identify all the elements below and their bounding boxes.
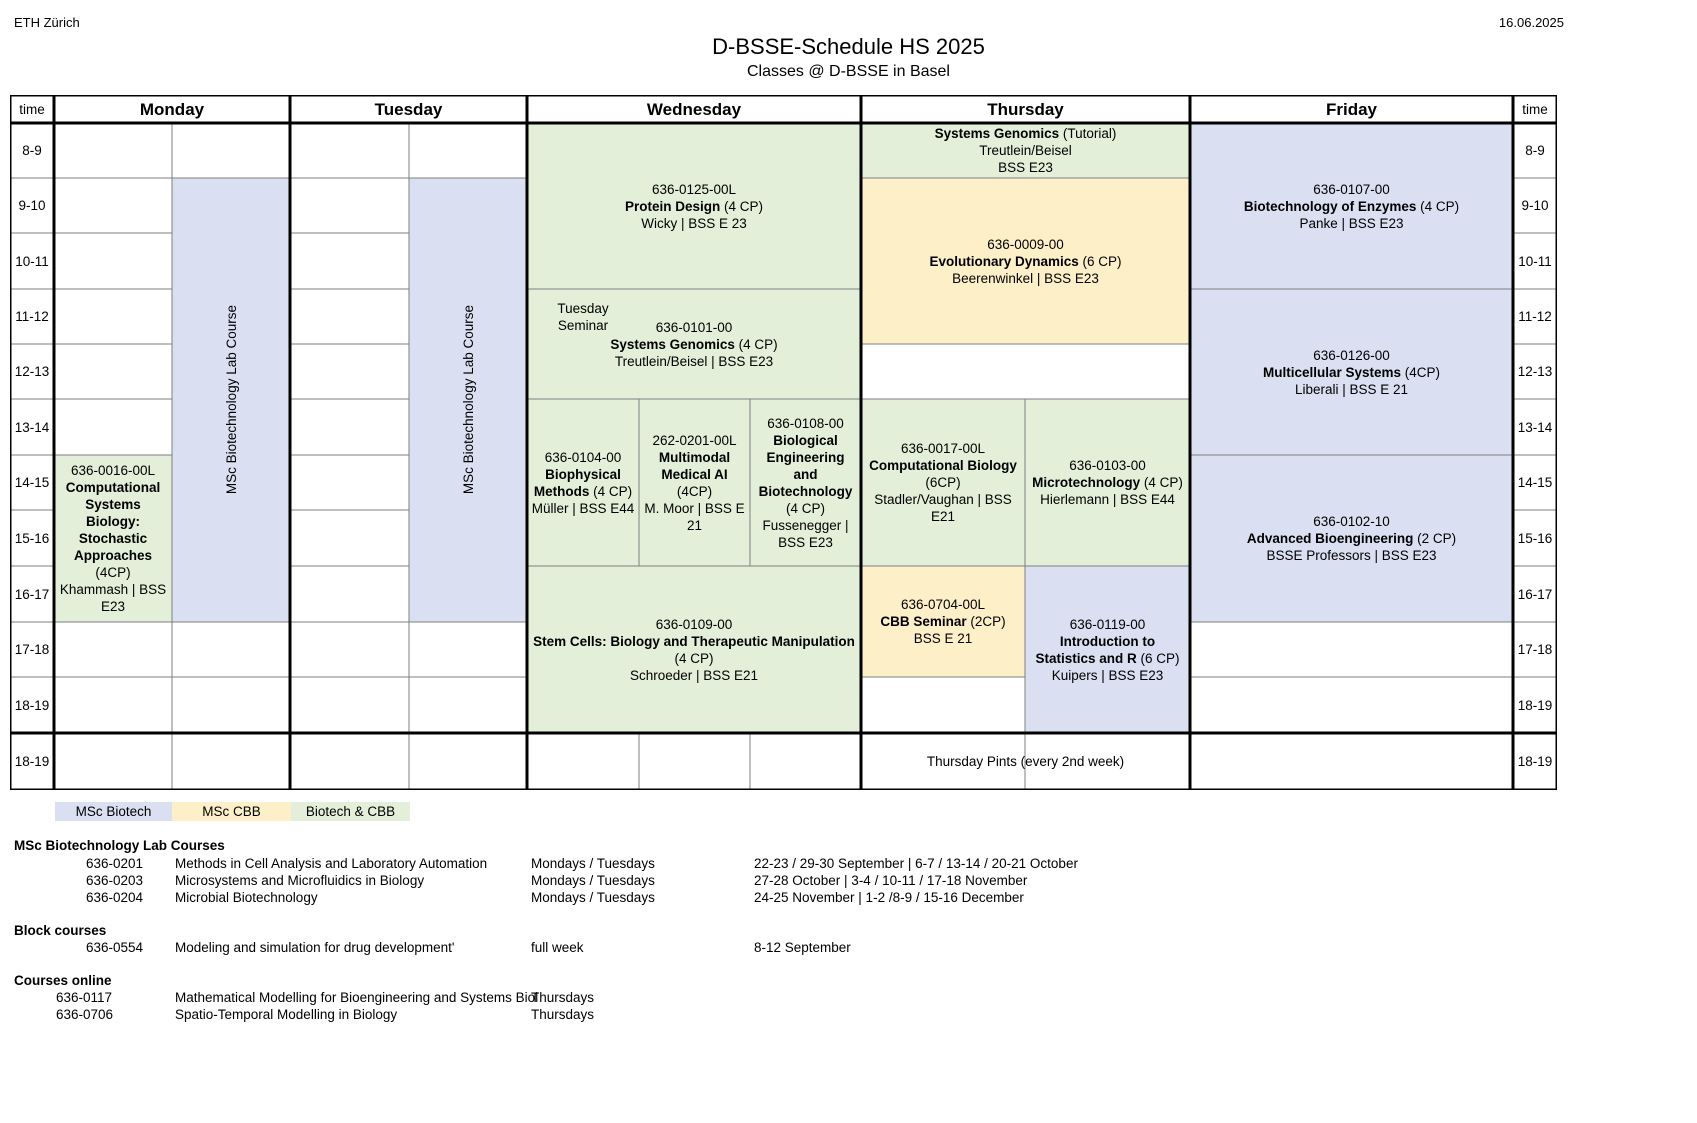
time-slot-label: 17-18 [14, 642, 50, 657]
bioeng-info: Fussenegger | BSS E23 [762, 517, 849, 550]
enzymes-course [1192, 124, 1511, 288]
time-slot-right [1515, 290, 1555, 343]
day-name: Monday [139, 99, 205, 119]
biophys-info: Müller | BSS E44 [531, 500, 635, 516]
day-header-0 [56, 96, 288, 122]
time-slot-label: 8-9 [1525, 143, 1545, 158]
time-slot-label: 14-15 [1517, 475, 1553, 490]
cbbsem-code: 636-0704-00L [900, 597, 986, 612]
sysgen-name: Systems Genomics [610, 336, 735, 352]
cbbsem-cp: (2CP) [970, 614, 1006, 629]
stats-code: 636-0119-00 [1069, 616, 1146, 632]
sysgen-tut-name: Systems Genomics [934, 126, 1060, 141]
list-code: 636-0201 [86, 856, 144, 871]
css-info: Khammash | BSS E23 [59, 582, 167, 614]
list-dates: 8-12 September [754, 940, 851, 955]
time-slot-label: 18-19 [1517, 754, 1553, 769]
time-slot-right [1515, 345, 1555, 398]
sysgen-tut-course [863, 124, 1188, 177]
day-name: Wednesday [646, 99, 742, 119]
list-course-name: Microbial Biotechnology [175, 890, 318, 905]
css-course [56, 456, 170, 621]
list-days: Thursdays [531, 1007, 595, 1022]
micro-course [1027, 400, 1188, 565]
stats-course [1027, 567, 1188, 732]
time-slot-label: 14-15 [14, 475, 50, 490]
time-slot-right [1515, 623, 1555, 676]
protein-cp: (4 CP) [724, 198, 764, 214]
time-slot-left [12, 124, 52, 177]
list-code: 636-0117 [56, 990, 113, 1005]
cbbsem-name: CBB Seminar [880, 614, 967, 629]
tue-lab-course [411, 179, 525, 621]
time-slot-right [1515, 124, 1555, 177]
micro-cp: (4 CP) [1143, 475, 1183, 490]
biophys-course [529, 400, 637, 565]
list-days: Mondays / Tuesdays [531, 873, 655, 888]
day-header-3 [863, 96, 1188, 122]
biophys-code: 636-0104-00 [544, 449, 622, 465]
enzymes-code: 636-0107-00 [1313, 181, 1390, 197]
micro-code: 636-0103-00 [1069, 458, 1146, 473]
page-title: D-BSSE-Schedule HS 2025 [712, 34, 985, 59]
evo-course [863, 179, 1188, 343]
list-days: Mondays / Tuesdays [531, 890, 655, 905]
bioeng-code: 636-0108-00 [767, 415, 844, 431]
page-subtitle: Classes @ D-BSSE in Basel [747, 63, 950, 80]
list-title: Courses online [14, 973, 112, 988]
enzymes-info: Panke | BSS E23 [1299, 215, 1404, 231]
time-slot-label: 17-18 [1517, 642, 1553, 657]
list-course-name: Modeling and simulation for drug development' [175, 940, 455, 955]
advbio-cp: (2 CP) [1417, 531, 1457, 546]
compbio-info: Stadler/Vaughan | BSS E21 [874, 492, 1012, 524]
evo-code: 636-0009-00 [987, 236, 1064, 252]
time-slot-label: 9-10 [18, 198, 46, 213]
list-title: MSc Biotechnology Lab Courses [14, 838, 225, 853]
protein-code: 636-0125-00L [651, 181, 737, 197]
compbio-code: 636-0017-00L [900, 441, 986, 456]
list-code: 636-0706 [56, 1007, 114, 1022]
time-slot-label: 10-11 [1518, 253, 1552, 269]
stem-cp: (4 CP) [674, 650, 714, 666]
medai-course [641, 400, 748, 565]
time-slot-right [1515, 179, 1555, 232]
mon-lab-label: MSc Biotechnology Lab Course [223, 305, 239, 495]
time-label: time [19, 101, 45, 117]
list-course-name: Methods in Cell Analysis and Laboratory Automation [175, 856, 488, 871]
sysgen-tut-cp: (Tutorial) [1062, 126, 1117, 141]
time-slot-left [12, 179, 52, 232]
cbbsem-course [863, 567, 1023, 676]
time-slot-left [12, 567, 52, 621]
evo-cp: (6 CP) [1082, 253, 1122, 269]
stats-info: Kuipers | BSS E23 [1051, 667, 1164, 683]
advbio-course [1192, 456, 1511, 621]
time-slot-left [12, 400, 52, 454]
time-slot-label: 12-13 [14, 364, 50, 379]
pints-label: Thursday Pints (every 2nd week) [926, 754, 1125, 769]
time-slot-right [1515, 234, 1555, 288]
stats-name: Introduction to Statistics and R [1035, 633, 1156, 666]
list-code: 636-0554 [86, 940, 144, 955]
medai-cp: (4CP) [676, 483, 713, 499]
list-dates: 27-28 October | 3-4 / 10-11 / 17-18 November [754, 873, 1028, 888]
list-days: Mondays / Tuesdays [531, 856, 655, 871]
legend-msc-biotech: MSc Biotech [55, 802, 172, 821]
css-code: 636-0016-00L [70, 463, 156, 478]
time-slot-label: 16-17 [14, 586, 50, 602]
time-slot-right [1515, 511, 1555, 565]
evo-name: Evolutionary Dynamics [929, 253, 1079, 269]
time-slot-left [12, 290, 52, 343]
micro-info: Hierlemann | BSS E44 [1040, 492, 1175, 507]
bioeng-name: Biological Engineering and Biotechnology [758, 432, 853, 499]
sysgen-tut-info2: BSS E23 [998, 160, 1053, 175]
day-name: Tuesday [374, 99, 443, 119]
time-slot-label: 13-14 [1517, 419, 1553, 435]
stats-cp: (6 CP) [1140, 650, 1180, 666]
stem-info: Schroeder | BSS E21 [629, 667, 759, 683]
css-cp: (4CP) [95, 565, 131, 580]
time-slot-label: 15-16 [1517, 530, 1553, 546]
time-slot-left [12, 678, 52, 732]
day-name: Thursday [987, 99, 1064, 119]
multicell-name: Multicellular Systems [1262, 364, 1402, 380]
compbio-course [863, 400, 1023, 565]
time-header-right [1515, 96, 1555, 122]
day-header-4 [1192, 96, 1511, 122]
time-slot-left [12, 734, 52, 789]
list-course-name: Microsystems and Microfluidics in Biology [175, 873, 425, 888]
compbio-cp: (6CP) [925, 475, 961, 490]
protein-course [529, 124, 859, 288]
protein-info: Wicky | BSS E 23 [641, 215, 747, 231]
micro-name: Microtechnology [1032, 475, 1141, 490]
time-slot-left [12, 456, 52, 509]
list-dates: 24-25 November | 1-2 /8-9 / 15-16 December [754, 890, 1024, 905]
day-header-2 [529, 96, 859, 122]
sysgen-info: Treutlein/Beisel | BSS E23 [614, 353, 774, 369]
time-slot-right [1515, 678, 1555, 732]
time-slot-left [12, 511, 52, 565]
date-label: 16.06.2025 [1498, 15, 1564, 30]
enzymes-cp: (4 CP) [1420, 198, 1460, 214]
biophys-name: Biophysical Methods [533, 466, 621, 499]
legend-msc-cbb: MSc CBB [172, 802, 291, 821]
list-code: 636-0204 [86, 890, 144, 905]
time-slot-label: 8-9 [22, 143, 42, 158]
bioeng-cp: (4 CP) [785, 500, 825, 516]
sysgen-course [529, 290, 859, 398]
time-slot-right [1515, 567, 1555, 621]
mon-lab-course [174, 179, 288, 621]
list-course-name: Mathematical Modelling for Bioengineering and Systems Biol [175, 990, 539, 1005]
list-dates: 22-23 / 29-30 September | 6-7 / 13-14 / 20-21 October [754, 856, 1078, 871]
time-slot-label: 11-12 [15, 309, 49, 324]
biophys-cp: (4 CP) [593, 483, 633, 499]
legend [55, 802, 410, 821]
list-course-name: Spatio-Temporal Modelling in Biology [175, 1007, 398, 1022]
time-header-left [12, 96, 52, 122]
multicell-cp: (4CP) [1404, 364, 1441, 380]
multicell-course [1192, 290, 1511, 454]
time-slot-label: 16-17 [1517, 586, 1553, 602]
time-slot-label: 18-19 [14, 697, 50, 713]
day-header-1 [292, 96, 525, 122]
medai-info: M. Moor | BSS E 21 [644, 500, 745, 533]
evo-info: Beerenwinkel | BSS E23 [952, 270, 1099, 286]
bioeng-course [752, 400, 859, 565]
schedule-grid [10, 95, 1557, 790]
time-slot-label: 18-19 [14, 754, 50, 769]
list-code: 636-0203 [86, 873, 144, 888]
sysgen-cp: (4 CP) [738, 336, 778, 352]
time-slot-right [1515, 456, 1555, 509]
institution-label: ETH Zürich [14, 15, 80, 30]
advbio-info: BSSE Professors | BSS E23 [1266, 548, 1437, 563]
stem-name: Stem Cells: Biology and Therapeutic Manipulation [533, 633, 855, 649]
time-slot-label: 18-19 [1517, 697, 1553, 713]
advbio-code: 636-0102-10 [1313, 514, 1390, 529]
legend-biotech-cbb: Biotech & CBB [291, 802, 410, 821]
list-days: Thursdays [531, 990, 595, 1005]
enzymes-name: Biotechnology of Enzymes [1243, 198, 1417, 214]
multicell-info: Liberali | BSS E 21 [1294, 381, 1409, 397]
time-slot-left [12, 623, 52, 676]
css-name: Computational Systems Biology: Stochastic Approaches [65, 480, 161, 563]
sysgen-tut-info1: Treutlein/Beisel [979, 143, 1072, 158]
day-name: Friday [1325, 99, 1378, 119]
stem-code: 636-0109-00 [655, 616, 733, 632]
advbio-name: Advanced Bioengineering [1246, 531, 1414, 546]
time-slot-label: 9-10 [1521, 198, 1549, 213]
time-slot-left [12, 345, 52, 398]
cbbsem-info: BSS E 21 [913, 631, 973, 646]
time-slot-label: 10-11 [15, 253, 49, 269]
stem-course [529, 567, 859, 732]
thursday-pints [863, 734, 1188, 789]
protein-name: Protein Design [624, 198, 721, 214]
time-slot-label: 13-14 [14, 419, 50, 435]
time-slot-label: 15-16 [14, 530, 50, 546]
multicell-code: 636-0126-00 [1313, 347, 1390, 363]
time-label: time [1522, 101, 1548, 117]
time-slot-label: 11-12 [1518, 309, 1552, 324]
tue-lab-label: MSc Biotechnology Lab Course [460, 305, 476, 495]
list-days: full week [531, 940, 584, 955]
time-slot-left [12, 234, 52, 288]
sysgen-code: 636-0101-00 [655, 319, 733, 335]
tue-seminar-label: Tuesday Seminar [557, 300, 609, 333]
time-slot-right [1515, 734, 1555, 789]
compbio-name: Computational Biology [869, 458, 1017, 473]
time-slot-right [1515, 400, 1555, 454]
medai-code: 262-0201-00L [652, 432, 737, 448]
list-title: Block courses [14, 923, 107, 938]
medai-name: Multimodal Medical AI [658, 449, 731, 482]
time-slot-label: 12-13 [1517, 364, 1553, 379]
